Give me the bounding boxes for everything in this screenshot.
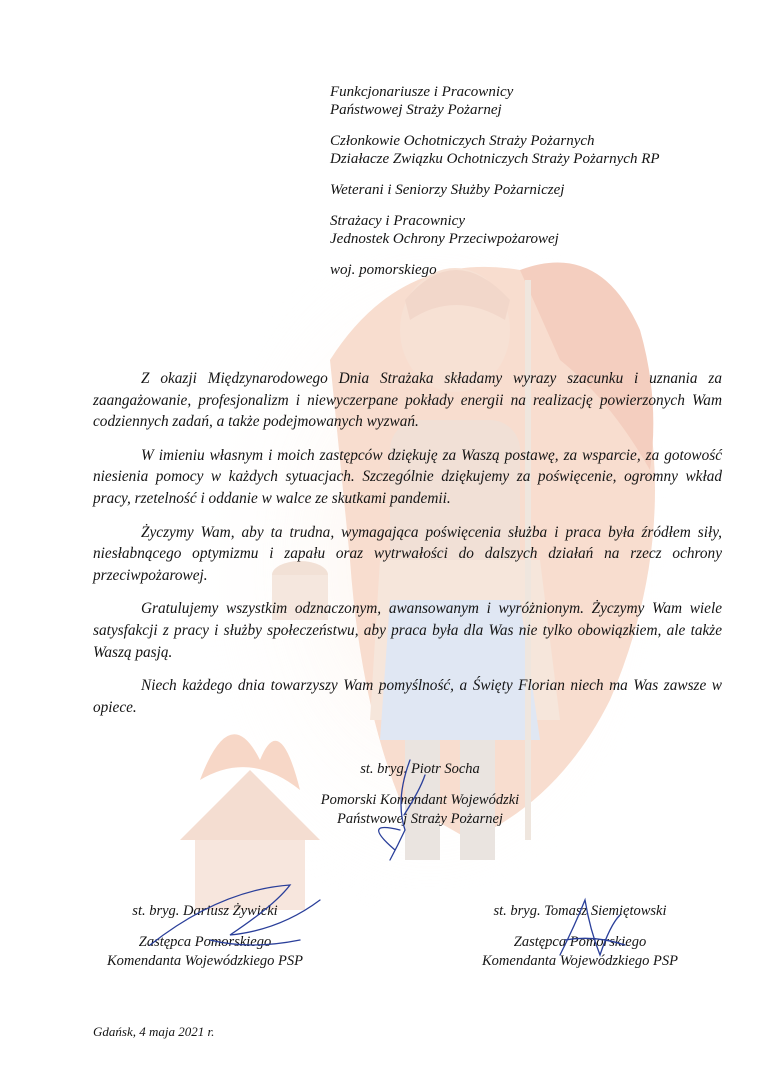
addressee-group: [330, 83, 660, 119]
addressee-line: Państwowej Straży Pożarnej: [330, 102, 502, 118]
place-date: Gdańsk, 4 maja 2021 r.: [93, 1024, 215, 1039]
letter-body: [93, 368, 722, 730]
signatory-name: st. bryg. Piotr Socha: [360, 761, 480, 777]
addressee-group: [330, 181, 660, 199]
addressee-group: [330, 132, 660, 168]
signatory-title: Pomorski Komendant Wojewódzki: [320, 792, 520, 808]
body-paragraph: Niech każdego dnia towarzyszy Wam pomyślność, a Święty Florian niech ma Was zawsze w opiece.: [93, 677, 722, 716]
addressee-line: Funkcjonariusze i Pracownicy: [330, 84, 514, 100]
signatory-name: st. bryg. Tomasz Siemiętowski: [493, 903, 667, 919]
right-deputy-signature-block: [455, 902, 705, 971]
body-paragraph: Z okazji Międzynarodowego Dnia Strażaka składamy wyrazy szacunku i uznania za zaangażowanie, profesjonalizm i niewyczerpane pokłady energii na realizację powierzonych Wam codziennych zadań, a także podejmowanych wyzwań.: [93, 370, 722, 431]
addressee-group: [330, 212, 660, 248]
signatory-title: Zastępca Pomorskiego: [513, 934, 647, 950]
addressee-line: Weterani i Seniorzy Służby Pożarniczej: [330, 182, 565, 198]
addressee-line: Działacze Związku Ochotniczych Straży Pożarnych RP: [330, 151, 660, 167]
body-paragraph: W imieniu własnym i moich zastępców dziękuję za Waszą postawę, za wsparcie, za gotowość niesienia pomocy w każdych sytuacjach. Szczególnie dziękujemy za poświęcenie, ogromny wkład pracy, rzetelność i oddanie w walce ze skutkami pandemii.: [93, 446, 722, 507]
addressee-region: woj. pomorskiego: [330, 262, 437, 278]
addressee-line: Członkowie Ochotniczych Straży Pożarnych: [330, 133, 595, 149]
addressee-line: Strażacy i Pracownicy: [330, 213, 465, 229]
body-paragraph: Życzymy Wam, aby ta trudna, wymagająca poświęcenia służba i praca była źródłem siły, niesłabnącego optymizmu i zapału oraz wytrwałości do dalszych działań na rzecz ochrony przeciwpożarowej.: [93, 523, 722, 584]
signatory-title: Zastępca Pomorskiego: [138, 934, 272, 950]
addressee-block: [330, 83, 660, 292]
addressee-group: [330, 261, 660, 279]
signatory-title: Komendanta Wojewódzkiego PSP: [107, 953, 303, 969]
body-paragraph: Gratulujemy wszystkim odznaczonym, awansowanym i wyróżnionym. Życzymy Wam wiele satysfakcji z pracy i służby społeczeństwu, aby praca była dla Was nie tylko obowiązkiem, ale także Waszą pasją.: [93, 600, 722, 661]
left-deputy-signature-block: [80, 902, 330, 971]
addressee-line: Jednostek Ochrony Przeciwpożarowej: [330, 231, 559, 247]
signatory-name: st. bryg. Dariusz Żywicki: [132, 903, 278, 919]
signatory-title: Komendanta Wojewódzkiego PSP: [482, 953, 678, 969]
signatory-title: Państwowej Straży Pożarnej: [337, 811, 503, 827]
main-signature-block: [290, 760, 550, 829]
